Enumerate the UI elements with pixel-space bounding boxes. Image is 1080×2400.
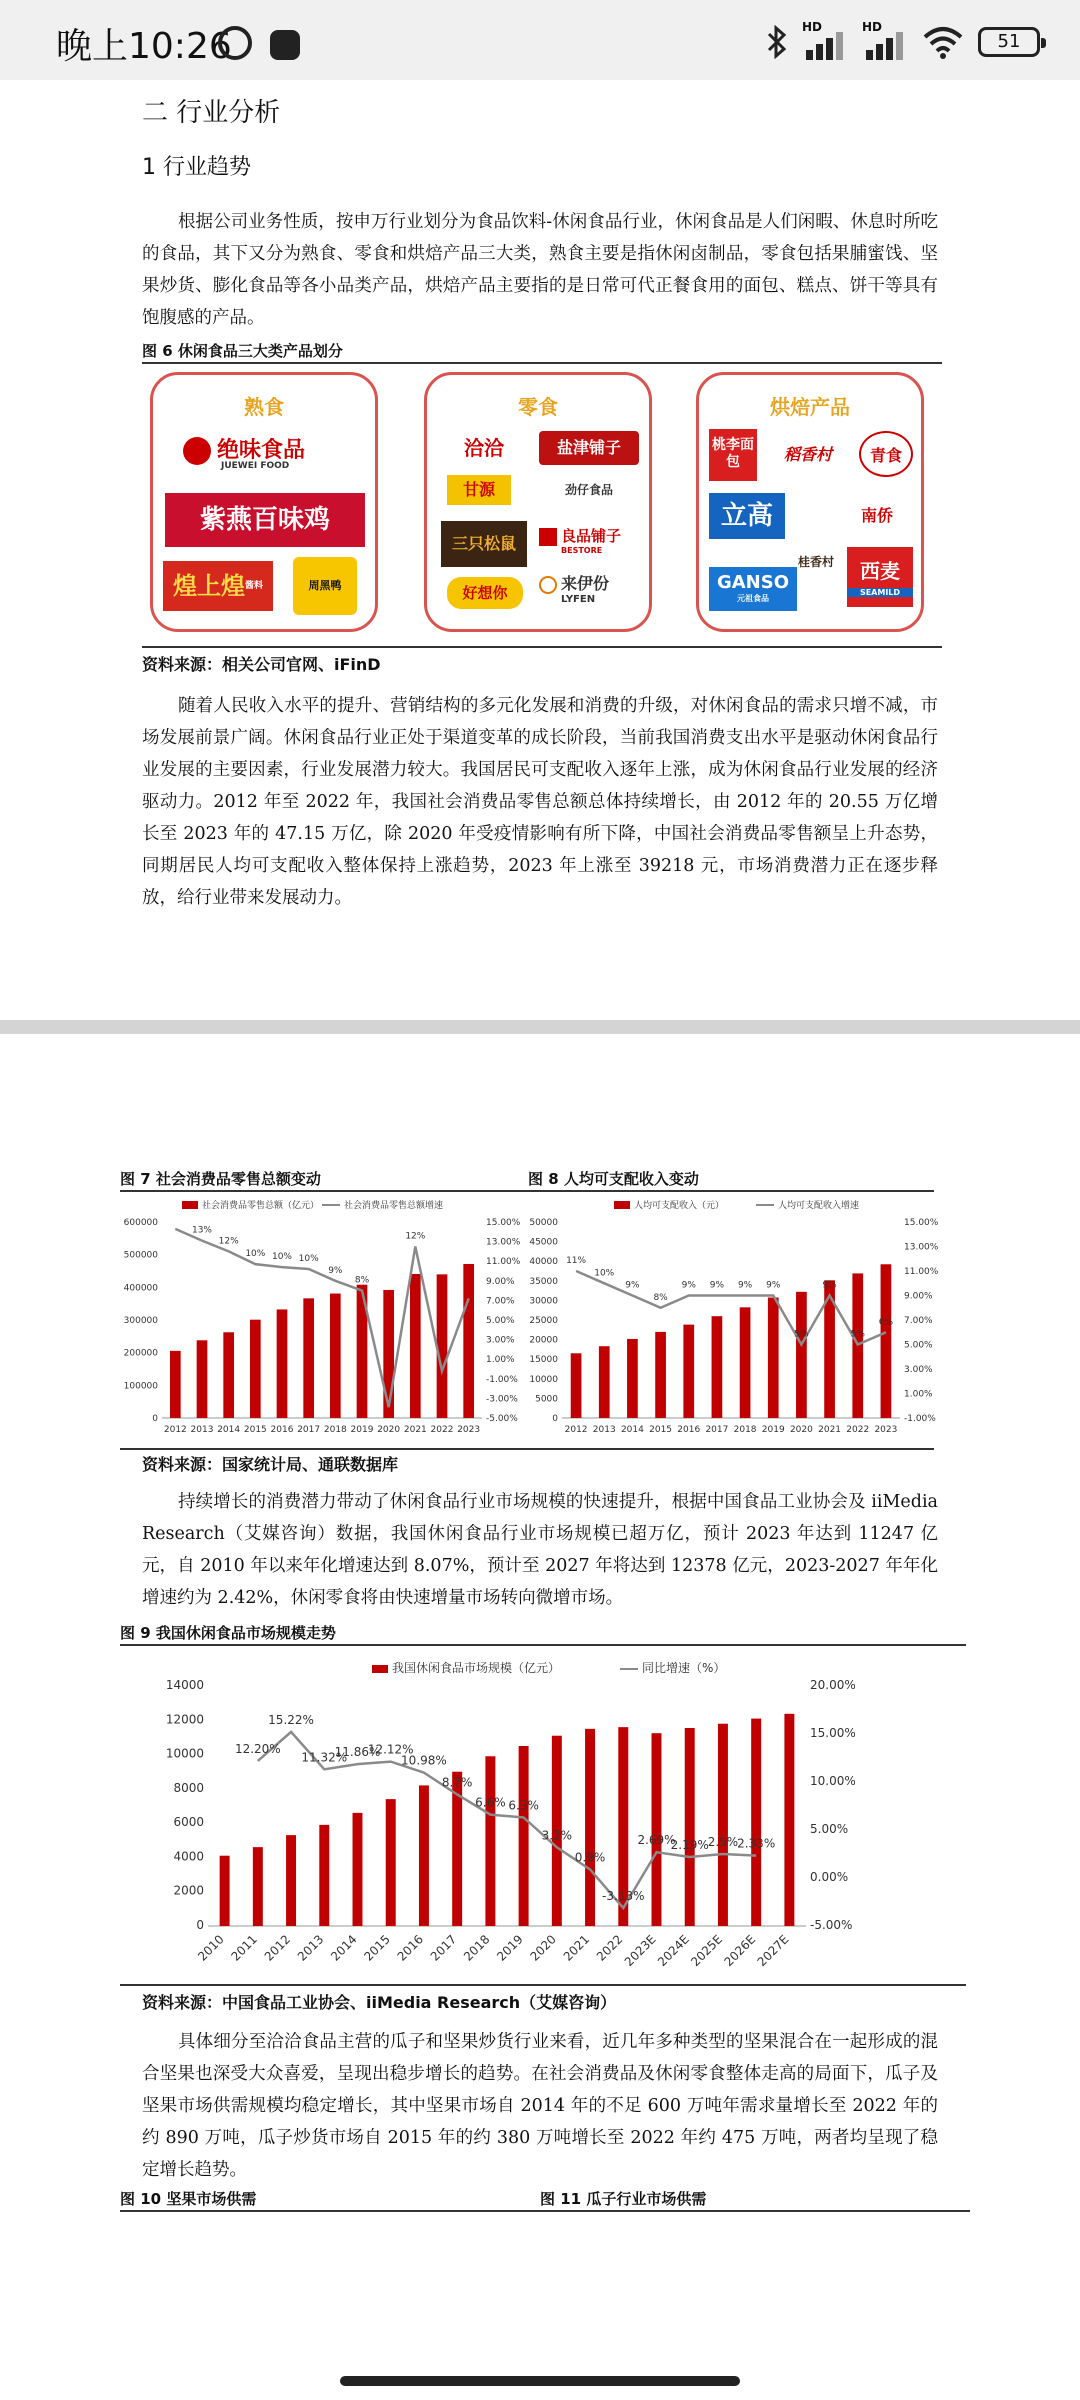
- y-tick-label: 2000: [173, 1883, 204, 1898]
- legend-label: 我国休闲食品市场规模（亿元）: [392, 1661, 561, 1675]
- data-label: 11%: [566, 1256, 587, 1266]
- x-tick-label: 2010: [195, 1932, 227, 1964]
- x-tick-label: 2024E: [654, 1932, 692, 1970]
- y2-tick-label: -1.00%: [486, 1374, 518, 1385]
- y-tick-label: 600000: [123, 1218, 158, 1228]
- y-tick-label: 35000: [529, 1276, 558, 1287]
- divider: [120, 1984, 966, 1986]
- x-tick-label: 2016: [394, 1932, 427, 1964]
- x-tick-label: 2018: [733, 1425, 757, 1435]
- y-tick-label: 20000: [529, 1335, 558, 1346]
- y2-tick-label: 9.00%: [904, 1291, 933, 1302]
- y2-tick-label: 3.00%: [904, 1365, 933, 1375]
- data-label: 8%: [354, 1275, 370, 1286]
- y-tick-label: 400000: [123, 1283, 158, 1294]
- y2-tick-label: 7.00%: [486, 1296, 515, 1307]
- logo-qingshi: 青食: [859, 431, 913, 477]
- data-label: 9%: [737, 1280, 753, 1291]
- signal-icon-2: [862, 20, 908, 60]
- y-tick-label: 10000: [529, 1374, 558, 1385]
- growth-line: [175, 1229, 468, 1407]
- x-tick-label: 2018: [323, 1425, 347, 1435]
- logo-guixiangcun: 桂香村: [797, 555, 834, 569]
- data-label: 5%: [794, 1329, 809, 1340]
- page-separator: [0, 1020, 1080, 1034]
- x-tick-label: 2020: [789, 1425, 813, 1435]
- y2-tick-label: 1.00%: [486, 1355, 515, 1366]
- logo-lyfen: [539, 571, 639, 613]
- y2-tick-label: 15.00%: [904, 1218, 938, 1228]
- logo-jinzai: 劲仔食品: [564, 483, 613, 497]
- y2-tick-label: 0.00%: [810, 1870, 849, 1884]
- fig6-source: 资料来源：相关公司官网、iFinD: [142, 655, 381, 674]
- logo-juewei: [183, 433, 353, 473]
- home-indicator[interactable]: [340, 2376, 740, 2386]
- x-tick-label: 2014: [328, 1932, 360, 1964]
- bar: [652, 1733, 662, 1926]
- y-tick-label: 0: [196, 1918, 204, 1932]
- fig9-caption: 图 9 我国休闲食品市场规模走势: [120, 1624, 336, 1642]
- data-label: 9%: [681, 1280, 696, 1291]
- data-label: 11.32%: [301, 1750, 348, 1765]
- y-tick-label: 200000: [123, 1348, 158, 1359]
- chart-retail-sales: [112, 1196, 532, 1446]
- clock: 晚上10:26: [56, 26, 232, 67]
- data-label: 8.7%: [441, 1775, 473, 1790]
- data-label: 10%: [298, 1254, 319, 1265]
- wifi-icon: [922, 25, 964, 59]
- y-tick-label: 100000: [123, 1381, 158, 1392]
- data-label: 5%: [850, 1329, 865, 1340]
- divider: [120, 2210, 970, 2212]
- bar: [303, 1298, 314, 1418]
- logo-subtext: SEAMILD: [847, 588, 913, 597]
- bar: [485, 1756, 495, 1926]
- card-title: 烘焙产品: [770, 395, 850, 419]
- logo-ganyuan: 甘源: [447, 475, 511, 505]
- data-label: 3.2%: [541, 1828, 573, 1843]
- data-label: 15.22%: [268, 1712, 314, 1727]
- y2-tick-label: -5.00%: [486, 1414, 518, 1424]
- legend-bar-swatch: [372, 1665, 388, 1673]
- bar: [277, 1309, 288, 1418]
- y-tick-label: 6000: [173, 1815, 204, 1830]
- paragraph-2: 随着人民收入水平的提升、营销结构的多元化发展和消费的升级，对休闲食品的需求只增不减，市场发展前景广阔。休闲食品行业正处于渠道变革的成长阶段，当前我国消费支出水平是驱动休闲食品行业发展的主要因素，行业发展潜力较大。我国居民可支配收入逐年上涨，成为休闲食品行业发展的经济驱动力。2012 年至 2022 年，我国社会消费品零售总额总体持续增长，由 2012 年的 20.55 万亿增长至 2023 年的 47.15 万亿，除 2020 年受疫情影响有所下降，中国社会消费品零售额呈上升态势，同期居民人均可支配收入整体保持上涨趋势，2023 年上涨至 39218 元，市场消费潜力正在逐步释放，给行业带来发展动力。: [142, 696, 938, 908]
- x-tick-label: 2013: [190, 1425, 214, 1435]
- subsection-title: 1 行业趋势: [142, 155, 251, 180]
- y2-tick-label: 10.00%: [810, 1774, 856, 1788]
- bar: [655, 1332, 666, 1418]
- bar: [170, 1351, 181, 1418]
- data-label: 10.98%: [401, 1753, 447, 1768]
- bar: [796, 1292, 807, 1418]
- bar: [712, 1316, 723, 1418]
- divider: [142, 646, 942, 648]
- logo-daoxiangcun: 稻香村: [783, 445, 832, 464]
- y2-tick-label: 11.00%: [904, 1267, 938, 1277]
- data-label: 2.69%: [637, 1833, 676, 1848]
- x-tick-label: 2014: [217, 1425, 241, 1435]
- legend-bar-swatch: [614, 1201, 630, 1209]
- bar: [220, 1856, 230, 1926]
- bar: [286, 1835, 296, 1926]
- logo-text: 来伊份: [561, 574, 610, 593]
- logo-text: 良品铺子: [561, 527, 622, 545]
- y2-tick-label: -1.00%: [904, 1414, 936, 1424]
- x-tick-label: 2016: [677, 1425, 701, 1435]
- x-tick-label: 2022: [430, 1425, 454, 1435]
- x-tick-label: 2021: [818, 1425, 842, 1435]
- logo-huangshanghuang: [163, 561, 273, 611]
- y-tick-label: 45000: [529, 1237, 558, 1248]
- legend-bar-swatch: [182, 1201, 198, 1209]
- logo-ziyan: 紫燕百味鸡: [165, 493, 365, 547]
- battery-icon: 51: [978, 27, 1040, 57]
- data-label: 2.5%: [707, 1835, 739, 1849]
- bar: [599, 1346, 610, 1418]
- logo-subtext: 元祖食品: [737, 594, 769, 603]
- bar: [223, 1332, 234, 1418]
- legend-label: 社会消费品零售总额增速: [344, 1201, 444, 1211]
- data-label: 2.33%: [737, 1836, 776, 1851]
- legend-label: 社会消费品零售总额（亿元）: [202, 1201, 320, 1211]
- signal-icon: [802, 20, 848, 60]
- data-label: 6.3%: [508, 1798, 539, 1813]
- category-card-snacks: [424, 372, 652, 632]
- x-tick-label: 2012: [564, 1425, 588, 1435]
- x-tick-label: 2015: [243, 1425, 267, 1435]
- data-label: 9%: [709, 1280, 725, 1291]
- bar: [410, 1274, 421, 1418]
- paragraph-3: 持续增长的消费潜力带动了休闲食品行业市场规模的快速提升，根据中国食品工业协会及 iiMedia Research（艾媒咨询）数据，我国休闲食品行业市场规模已超万亿，预计 2023 年达到 11247 亿元，自 2010 年以来年化增速达到 8.07%，预计至 2027 年将达到 12378 亿元，2023-2027 年年化增速约为 2.42%，休闲零食将由快速增量市场转向微增市场。: [142, 1492, 938, 1608]
- x-tick-label: 2020: [527, 1932, 559, 1964]
- growth-line: [576, 1271, 886, 1345]
- y-tick-label: 12000: [165, 1712, 204, 1727]
- x-tick-label: 2025E: [688, 1932, 726, 1970]
- bar: [197, 1340, 208, 1418]
- hd-label: HD: [802, 20, 823, 34]
- bar: [253, 1847, 263, 1926]
- logo-subtext: JUEWEI FOOD: [221, 461, 290, 471]
- x-tick-label: 2015: [649, 1425, 673, 1435]
- bluetooth-icon: [766, 25, 788, 59]
- bar: [784, 1714, 794, 1926]
- x-tick-label: 2017: [297, 1425, 321, 1435]
- y2-tick-label: 15.00%: [486, 1218, 521, 1228]
- logo-text: 西麦: [860, 559, 900, 583]
- chart-disposable-income: [518, 1196, 938, 1446]
- y2-tick-label: 20.00%: [810, 1678, 856, 1692]
- fig10-caption: 图 10 坚果市场供需: [120, 2190, 257, 2208]
- card-title: 零食: [518, 395, 558, 419]
- data-label: 10%: [594, 1268, 615, 1279]
- y-tick-label: 50000: [529, 1218, 558, 1228]
- data-label: 2.19%: [670, 1837, 709, 1852]
- fig7-caption: 图 7 社会消费品零售总额变动: [120, 1170, 321, 1188]
- logo-bestore: [539, 525, 639, 561]
- bar: [718, 1724, 728, 1926]
- x-tick-label: 2023: [457, 1425, 481, 1435]
- bar: [683, 1325, 694, 1418]
- data-label: 0.9%: [574, 1850, 606, 1865]
- bar: [353, 1813, 363, 1926]
- logo-qiaqia: 洽洽: [464, 436, 504, 460]
- category-card-cooked: [150, 372, 378, 632]
- data-label: 9%: [822, 1280, 837, 1291]
- y2-tick-label: 11.00%: [486, 1257, 521, 1268]
- bar: [437, 1274, 448, 1418]
- bar: [319, 1825, 329, 1926]
- y-tick-label: 25000: [529, 1316, 558, 1326]
- chart-snack-market: [150, 1656, 930, 1976]
- x-tick-label: 2019: [350, 1425, 374, 1435]
- divider: [142, 362, 942, 364]
- y2-tick-label: 9.00%: [486, 1276, 515, 1287]
- fig8-caption: 图 8 人均可支配收入变动: [528, 1170, 699, 1188]
- y-tick-label: 15000: [529, 1355, 558, 1366]
- y2-tick-label: 3.00%: [486, 1335, 515, 1346]
- y2-tick-label: 1.00%: [904, 1389, 933, 1400]
- fig6-caption: 图 6 休闲食品三大类产品划分: [142, 342, 343, 360]
- y2-tick-label: 5.00%: [810, 1822, 849, 1836]
- y2-tick-label: -5.00%: [810, 1918, 853, 1932]
- notification-icon: [270, 30, 300, 60]
- y2-tick-label: 13.00%: [904, 1242, 938, 1253]
- data-label: 13%: [191, 1225, 213, 1236]
- legend-label: 同比增速（%）: [642, 1661, 726, 1675]
- logo-subtext: BESTORE: [561, 546, 603, 555]
- x-tick-label: 2012: [163, 1425, 187, 1435]
- x-tick-label: 2023: [874, 1425, 898, 1435]
- x-tick-label: 2021: [403, 1425, 427, 1435]
- data-label: 12%: [405, 1231, 426, 1242]
- bar: [519, 1746, 529, 1926]
- x-tick-label: 2019: [761, 1425, 785, 1435]
- alarm-icon: [218, 26, 252, 60]
- bar: [878, 1264, 894, 1418]
- logo-ligao: 立高: [709, 493, 785, 539]
- logo-yanjin: 盐津铺子: [539, 431, 639, 465]
- y-tick-label: 500000: [123, 1250, 158, 1261]
- logo-zhouheiya: 周黑鸭: [293, 557, 357, 615]
- data-label: 6%: [878, 1317, 894, 1328]
- logo-subtext: LYFEN: [561, 594, 596, 605]
- hd-label-2: HD: [862, 20, 883, 34]
- y2-tick-label: 5.00%: [904, 1340, 933, 1351]
- x-tick-label: 2011: [228, 1932, 260, 1964]
- data-label: 12.12%: [367, 1742, 414, 1757]
- data-label: 6.6%: [475, 1795, 506, 1810]
- x-tick-label: 2013: [592, 1425, 616, 1435]
- x-tick-label: 2022: [846, 1425, 870, 1435]
- data-label: -3.13%: [602, 1889, 645, 1904]
- bar: [685, 1728, 695, 1926]
- bar: [250, 1320, 261, 1418]
- y-tick-label: 40000: [529, 1257, 558, 1268]
- logo-ganso: [709, 567, 797, 611]
- y2-tick-label: 13.00%: [486, 1237, 521, 1248]
- data-label: 10%: [245, 1249, 266, 1260]
- bar: [740, 1307, 751, 1418]
- x-tick-label: 2017: [705, 1425, 729, 1435]
- y2-tick-label: 15.00%: [810, 1726, 856, 1740]
- x-tick-label: 2027E: [754, 1932, 792, 1970]
- y-tick-label: 14000: [165, 1678, 204, 1692]
- data-label: 8%: [653, 1292, 668, 1303]
- bar: [463, 1264, 474, 1418]
- category-card-bakery: [696, 372, 924, 632]
- x-tick-label: 2026E: [721, 1932, 759, 1970]
- y-tick-label: 0: [152, 1414, 158, 1424]
- card-title: 熟食: [244, 395, 284, 419]
- section-title: 二 行业分析: [142, 98, 281, 128]
- fig9-source: 资料来源：中国食品工业协会、iiMedia Research（艾媒咨询）: [142, 1993, 617, 2012]
- x-tick-label: 2017: [427, 1932, 460, 1964]
- logo-text: GANSO: [716, 572, 790, 593]
- y-tick-label: 8000: [173, 1780, 204, 1795]
- data-label: 10%: [271, 1252, 293, 1263]
- divider: [120, 1448, 934, 1450]
- logo-text: 绝味食品: [217, 438, 306, 463]
- x-tick-label: 2014: [620, 1425, 644, 1435]
- logo-taoli: 桃李面包: [709, 429, 757, 481]
- divider: [120, 1190, 934, 1192]
- logo-subtext: 酱料: [244, 581, 263, 591]
- x-tick-label: 2018: [461, 1932, 493, 1964]
- data-label: 11.86%: [334, 1745, 381, 1760]
- bar: [768, 1298, 779, 1418]
- y2-tick-label: 5.00%: [486, 1316, 515, 1326]
- legend-label: 人均可支配收入（元）: [634, 1201, 725, 1211]
- bar: [330, 1294, 341, 1418]
- y-tick-label: 10000: [165, 1746, 204, 1761]
- y2-tick-label: -3.00%: [486, 1394, 518, 1405]
- bar: [627, 1339, 638, 1418]
- x-tick-label: 2012: [261, 1932, 294, 1964]
- bar: [383, 1290, 394, 1418]
- x-tick-label: 2013: [294, 1932, 327, 1964]
- legend-label: 人均可支配收入增速: [778, 1201, 860, 1211]
- logo-three-squirrels: 三只松鼠: [441, 521, 527, 567]
- x-tick-label: 2020: [377, 1425, 401, 1435]
- fig78-source: 资料来源：国家统计局、通联数据库: [142, 1455, 399, 1474]
- x-tick-label: 2015: [361, 1932, 393, 1964]
- paragraph-1: 根据公司业务性质，按申万行业划分为食品饮料-休闲食品行业，休闲食品是人们闲暇、休息时所吃的食品，其下又分为熟食、零食和烘焙产品三大类，熟食主要是指休闲卤制品，零食包括果脯蜜饯、坚果炒货、膨化食品等各小品类产品，烘焙产品主要指的是日常可代正餐食用的面包、糕点、饼干等具有饱腹感的产品。: [142, 212, 938, 328]
- logo-seamild: [847, 547, 913, 607]
- y-tick-label: 300000: [123, 1316, 158, 1326]
- x-tick-label: 2019: [494, 1932, 526, 1964]
- logo-haoxiangni: 好想你: [447, 577, 523, 609]
- bar: [751, 1719, 761, 1926]
- data-label: 9%: [328, 1265, 343, 1276]
- divider: [120, 1644, 966, 1646]
- bar: [571, 1353, 582, 1418]
- bar: [386, 1799, 396, 1926]
- data-label: 9%: [766, 1280, 781, 1291]
- x-tick-label: 2023E: [621, 1932, 659, 1970]
- data-label: 9%: [625, 1280, 640, 1291]
- paragraph-4: 具体细分至洽洽食品主营的瓜子和坚果炒货行业来看，近几年多种类型的坚果混合在一起形成的混合坚果也深受大众喜爱，呈现出稳步增长的趋势。在社会消费品及休闲零食整体走高的局面下，瓜子及坚果市场供需规模均稳定增长，其中坚果市场自 2014 年的不足 600 万吨年需求量增长至 2022 年的约 890 万吨，瓜子炒货市场自 2015 年的约 380 万吨增长至 2022 年约 475 万吨，两者均呈现了稳定增长趋势。: [142, 2032, 938, 2180]
- logo-text: 煌上煌: [172, 572, 245, 600]
- bar: [585, 1729, 595, 1926]
- y-tick-label: 30000: [529, 1296, 558, 1307]
- fig11-caption: 图 11 瓜子行业市场供需: [540, 2190, 707, 2208]
- y-tick-label: 4000: [173, 1849, 204, 1864]
- x-tick-label: 2022: [593, 1932, 626, 1964]
- y2-tick-label: 7.00%: [904, 1316, 933, 1326]
- logo-nanqiao: 南侨: [860, 506, 893, 525]
- bar: [419, 1785, 429, 1926]
- data-label: 12%: [218, 1236, 239, 1247]
- y-tick-label: 5000: [535, 1394, 558, 1405]
- data-label: 12.20%: [234, 1741, 281, 1756]
- x-tick-label: 2016: [270, 1425, 294, 1435]
- status-bar: [0, 0, 1080, 80]
- x-tick-label: 2021: [560, 1932, 593, 1964]
- y-tick-label: 0: [552, 1414, 558, 1424]
